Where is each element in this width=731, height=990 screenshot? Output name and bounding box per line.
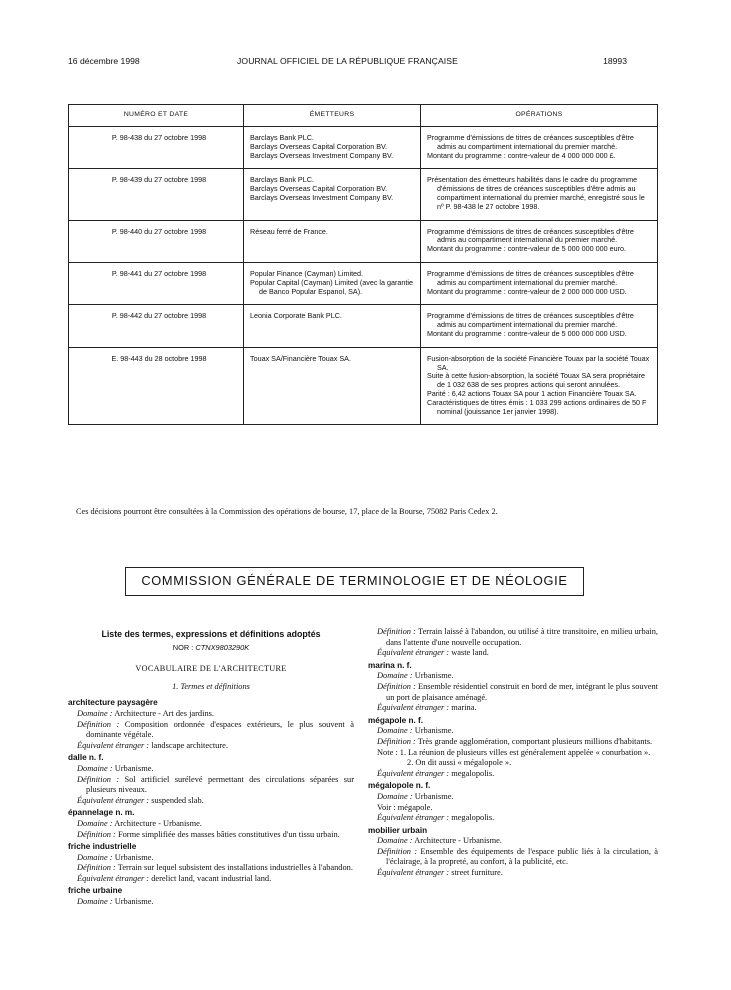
vocabulary-heading: VOCABULAIRE DE L'ARCHITECTURE (135, 664, 287, 674)
field-label: Domaine : (77, 897, 113, 907)
field-label: Équivalent étranger : (377, 813, 450, 823)
row-operations (421, 347, 658, 425)
field-label: Définition : (77, 863, 116, 873)
field-label: Définition : (77, 774, 120, 784)
definition-row (68, 863, 354, 874)
field-value: derelict land, vacant industrial land. (149, 873, 272, 883)
field-label: Définition : (77, 829, 116, 839)
right-column (368, 627, 658, 879)
field-value: Ensemble résidentiel construit en bord de mer, intégrant le plus souvent un port de plaisance aménagé. (386, 681, 658, 702)
emetteur-name: Barclays Overseas Capital Corporation BV. (250, 141, 388, 151)
definition-row (368, 703, 658, 714)
emetteur-name: Touax SA/Financière Touax SA. (250, 353, 351, 363)
section-heading: 1. Termes et définitions (172, 681, 250, 691)
operation-text: Programme d'émissions de titres de créances susceptibles d'être admis au compartiment international du premier marché. (427, 133, 634, 151)
field-label: Domaine : (77, 852, 113, 862)
field-label: Définition : (377, 736, 416, 746)
definition-row (68, 741, 354, 752)
field-label: Domaine : (77, 818, 113, 828)
term-heading: mégapole n. f. (368, 715, 424, 725)
operations-table (68, 104, 658, 425)
field-value: Urbanisme. (412, 791, 454, 801)
row-emetteurs (244, 169, 421, 220)
field-value: landscape architecture. (149, 740, 228, 750)
field-label: Domaine : (77, 708, 113, 718)
definition-row (368, 803, 658, 814)
field-label: Domaine : (377, 726, 413, 736)
definition-row (68, 830, 354, 841)
term-heading: marina n. f. (368, 660, 412, 670)
definition-row (68, 819, 354, 830)
consultation-note: Ces décisions pourront être consultées à la Commission des opérations de bourse, 17, place de la Bourse, 75082 Paris Cedex 2. (76, 507, 498, 516)
table-row (69, 127, 658, 169)
field-label: Équivalent étranger : (377, 703, 450, 713)
nor-code: CTNX9803290K (195, 642, 250, 652)
row-number-date: P. 98-441 du 27 octobre 1998 (69, 262, 244, 304)
field-value: Architecture - Urbanisme. (112, 818, 202, 828)
term-heading: friche urbaine (68, 886, 123, 896)
table-row (69, 220, 658, 262)
row-number-date: E. 98-443 du 28 octobre 1998 (69, 347, 244, 425)
field-label: Équivalent étranger : (77, 795, 150, 805)
field-value: Urbanisme. (112, 763, 154, 773)
field-value: Très grande agglomération, comportant plusieurs millions d'habitants. (415, 736, 653, 746)
row-operations (421, 305, 658, 347)
field-label: Domaine : (377, 836, 413, 846)
operation-text: Parité : 6,42 actions Touax SA pour 1 action Financière Touax SA. (427, 388, 637, 398)
definition-row (368, 847, 658, 868)
row-operations (421, 127, 658, 169)
term-heading: mégalopole n. f. (368, 781, 431, 791)
col-header-operations: OPÉRATIONS (421, 105, 658, 127)
field-label: Équivalent étranger : (77, 873, 150, 883)
field-label: Définition : (77, 719, 120, 729)
table-header-row (69, 105, 658, 127)
field-value: Composition ordonnée d'espaces extérieurs, le plus souvent à dominante végétale. (86, 719, 354, 740)
definition-row (368, 671, 658, 682)
nor-reference (68, 643, 354, 654)
commission-heading: COMMISSION GÉNÉRALE DE TERMINOLOGIE ET DE NÉOLOGIE (125, 567, 584, 596)
definition-row (68, 764, 354, 775)
page-header (68, 56, 627, 68)
field-value: Architecture - Art des jardins. (112, 708, 214, 718)
emetteur-name: Barclays Bank PLC. (250, 175, 314, 185)
col-header-emetteurs: ÉMETTEURS (244, 105, 421, 127)
emetteur-name: Popular Finance (Cayman) Limited. (250, 268, 364, 278)
operation-text: Caractéristiques de titres émis : 1 033 299 actions ordinaires de 50 F nominal (jouissance 1er janvier 1998). (427, 397, 647, 416)
field-label: Domaine : (377, 671, 413, 681)
field-value: suspended slab. (149, 795, 204, 805)
definition-row (68, 709, 354, 720)
terms-left (68, 698, 354, 907)
term-heading: friche industrielle (68, 842, 137, 852)
table-row (69, 262, 658, 304)
issue-date: 16 décembre 1998 (68, 56, 140, 66)
operation-text: Programme d'émissions de titres de créances susceptibles d'être admis au compartiment international du premier marché. (427, 268, 634, 287)
field-value: Urbanisme. (112, 852, 154, 862)
friche-urbaine-continued (368, 627, 658, 659)
definition-row (68, 796, 354, 807)
field-value: Terrain laissé à l'abandon, ou utilisé à titre transitoire, en milieu urbain, dans l'attente d'une nouvelle occupation. (386, 627, 658, 647)
emetteur-name: Barclays Overseas Capital Corporation BV. (250, 184, 388, 194)
field-value: Terrain sur lequel subsistent des installations industrielles à l'abandon. (115, 863, 353, 873)
emetteur-name: Barclays Overseas Investment Company BV. (250, 192, 394, 202)
definition-row (368, 726, 658, 737)
journal-title: JOURNAL OFFICIEL DE LA RÉPUBLIQUE FRANÇAISE (237, 56, 458, 66)
definition-row (68, 853, 354, 864)
definition-row (368, 758, 658, 769)
term-heading: épannelage n. m. (68, 808, 135, 818)
field-value: street furniture. (449, 868, 503, 878)
col-header-numero: NUMÉRO ET DATE (69, 105, 244, 127)
field-label: Définition : (377, 627, 416, 636)
table-body (69, 127, 658, 425)
row-operations (421, 262, 658, 304)
definition-row (68, 720, 354, 741)
table-row (69, 305, 658, 347)
definition-row (68, 775, 354, 796)
field-value: 2. On dit aussi « mégalopole ». (407, 758, 512, 768)
row-number-date: P. 98-440 du 27 octobre 1998 (69, 220, 244, 262)
row-operations (421, 169, 658, 220)
term-heading: architecture paysagère (68, 698, 158, 708)
field-label: Domaine : (77, 763, 113, 773)
definition-row (368, 682, 658, 703)
field-label: Équivalent étranger : (377, 648, 450, 658)
operation-text: Montant du programme : contre-valeur de 2 000 000 000 USD. (427, 286, 627, 296)
emetteur-name: Popular Capital (Cayman) Limited (avec la garantie de Banco Popular Espanol, SA). (250, 277, 413, 296)
emetteur-name: Barclays Bank PLC. (250, 133, 314, 142)
row-number-date: P. 98-439 du 27 octobre 1998 (69, 169, 244, 220)
field-label: Équivalent étranger : (77, 740, 150, 750)
term-heading: mobilier urbain (368, 825, 428, 835)
field-value: marina. (449, 703, 477, 713)
field-value: megalopolis. (449, 813, 495, 823)
row-emetteurs (244, 305, 421, 347)
definition-row (368, 836, 658, 847)
field-value: Urbanisme. (412, 671, 454, 681)
row-emetteurs (244, 347, 421, 425)
definition-row (368, 813, 658, 824)
operation-text: Programme d'émissions de titres de créances susceptibles d'être admis au compartiment international du premier marché. (427, 311, 634, 330)
field-label: Domaine : (377, 791, 413, 801)
emetteur-name: Leonia Corporate Bank PLC. (250, 311, 342, 321)
field-value: Sol artificiel surélevé permettant des circulations séparées sur plusieurs niveaux. (86, 774, 354, 795)
definition-row (368, 748, 658, 759)
operation-text: Montant du programme : contre-valeur de 4 000 000 000 £. (427, 150, 616, 160)
field-value: Note : 1. La réunion de plusieurs villes est généralement appelée « conurbation ». (377, 747, 651, 757)
field-label: Équivalent étranger : (377, 868, 450, 878)
term-heading: dalle n. f. (68, 753, 104, 763)
operation-text: Présentation des émetteurs habilités dans le cadre du programme d'émissions de titres de créances susceptibles d'être admis au compartiment international du premier marché, enregistré sous le nº P. 98-438 le 27 octobre 1998. (427, 175, 645, 211)
row-number-date: P. 98-438 du 27 octobre 1998 (69, 127, 244, 169)
definition-row (68, 897, 354, 908)
list-title: Liste des termes, expressions et définitions adoptés (101, 629, 321, 639)
field-value: megalopolis. (449, 768, 495, 778)
field-label: Définition : (377, 681, 416, 691)
field-value: Voir : mégapole. (377, 802, 433, 812)
field-value: Ensemble des équipements de l'espace public liés à la circulation, à l'éclairage, à la propreté, au confort, à la publicité, etc. (386, 846, 658, 867)
definition-row (368, 769, 658, 780)
terms-right (368, 661, 658, 879)
operation-text: Montant du programme : contre-valeur de 5 000 000 000 euro. (427, 244, 626, 254)
row-emetteurs (244, 220, 421, 262)
definition-row (368, 627, 658, 648)
row-emetteurs (244, 262, 421, 304)
operation-text: Montant du programme : contre-valeur de 5 000 000 000 USD. (427, 328, 627, 338)
field-value: Architecture - Urbanisme. (412, 836, 502, 846)
emetteur-name: Barclays Overseas Investment Company BV. (250, 150, 394, 160)
definition-row (368, 792, 658, 803)
row-operations (421, 220, 658, 262)
table-row (69, 169, 658, 220)
field-label: Définition : (377, 846, 418, 856)
field-value: Forme simplifiée des masses bâties constitutives d'un tissu urbain. (115, 829, 340, 839)
emetteur-name: Réseau ferré de France. (250, 226, 328, 236)
left-column (68, 627, 354, 908)
operation-text: Suite à cette fusion-absorption, la société Touax SA sera propriétaire de 1 032 638 de ses propres actions qui seront annulées. (427, 371, 646, 390)
definition-row (368, 737, 658, 748)
definition-row (368, 648, 658, 659)
nor-label: NOR : (172, 642, 196, 652)
field-value: waste land. (449, 648, 489, 658)
row-emetteurs (244, 127, 421, 169)
row-number-date: P. 98-442 du 27 octobre 1998 (69, 305, 244, 347)
operation-text: Programme d'émissions de titres de créances susceptibles d'être admis au compartiment international du premier marché. (427, 226, 634, 245)
field-label: Équivalent étranger : (377, 768, 450, 778)
definition-row (68, 874, 354, 885)
field-value: Urbanisme. (112, 897, 154, 907)
page-number: 18993 (603, 56, 627, 66)
table-row (69, 347, 658, 425)
definition-row (368, 868, 658, 879)
operation-text: Fusion-absorption de la société Financière Touax par la société Touax SA. (427, 353, 650, 372)
field-value: Urbanisme. (412, 726, 454, 736)
